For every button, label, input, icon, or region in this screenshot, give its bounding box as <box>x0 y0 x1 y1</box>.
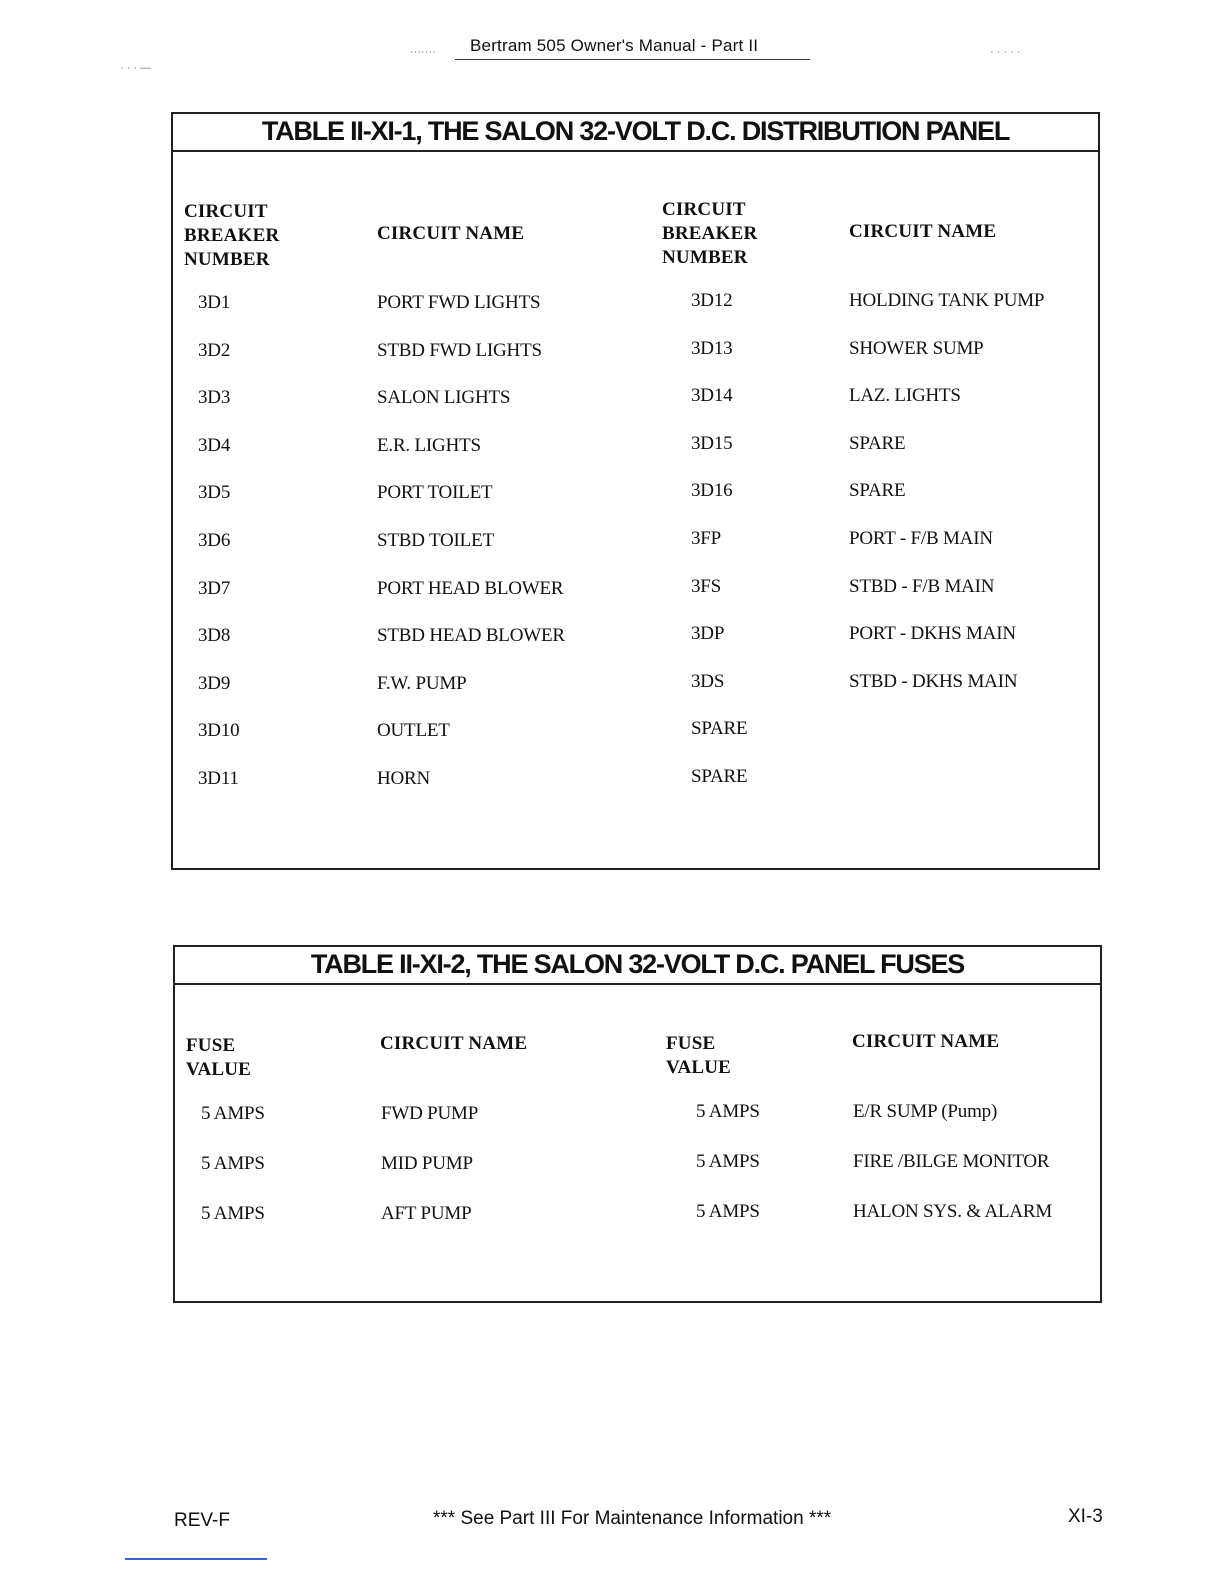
table-cell: 3FP <box>691 528 722 549</box>
table-cell: 3D6 <box>198 530 231 551</box>
table-cell: 5 AMPS <box>696 1151 760 1172</box>
scan-dots: ······· <box>410 46 436 58</box>
table-cell: 3DS <box>691 670 725 692</box>
table-cell: 3D2 <box>198 339 231 361</box>
table-cell: 3D12 <box>691 290 733 311</box>
table-cell: 3D13 <box>691 337 733 359</box>
column-header: CIRCUIT NAME <box>849 221 997 242</box>
table-cell: SALON LIGHTS <box>377 387 511 409</box>
table-cell: PORT HEAD BLOWER <box>377 577 564 599</box>
table-cell: 3D5 <box>198 482 231 504</box>
table-cell: 5 AMPS <box>696 1201 760 1222</box>
table-cell: 3D3 <box>198 387 231 409</box>
column-header: FUSE VALUE <box>186 1035 252 1080</box>
column-header: CIRCUIT NAME <box>377 223 525 244</box>
table-cell: PORT - F/B MAIN <box>849 528 993 549</box>
page-number: XI-3 <box>1068 1506 1103 1527</box>
table-cell: 3D16 <box>691 480 733 502</box>
table-cell: 3DP <box>691 623 725 645</box>
table-cell: STBD - DKHS MAIN <box>849 670 1018 692</box>
table-cell: 3FS <box>691 575 722 597</box>
table-cell: SPARE <box>849 432 906 454</box>
table-cell: SPARE <box>691 766 748 787</box>
table-cell: FWD PUMP <box>381 1103 479 1124</box>
table-cell: 3D9 <box>198 672 231 694</box>
table-cell: OUTLET <box>377 720 450 742</box>
table-cell: 3D10 <box>198 720 240 742</box>
scan-dots: · · · — <box>120 62 152 74</box>
table-cell: 5 AMPS <box>696 1101 760 1122</box>
column-header: CIRCUIT NAME <box>852 1031 1000 1052</box>
revision-label: REV-F <box>174 1510 230 1531</box>
table-cell: STBD HEAD BLOWER <box>377 625 565 647</box>
table-cell: 5 AMPS <box>201 1153 265 1174</box>
table-title: TABLE II-XI-1, THE SALON 32-VOLT D.C. DISTRIBUTION PANEL <box>173 114 1098 152</box>
table-cell: HORN <box>377 768 431 789</box>
table-cell: SPARE <box>691 718 748 740</box>
page-header: Bertram 505 Owner's Manual - Part II <box>470 36 759 55</box>
table-cell: HOLDING TANK PUMP <box>849 290 1045 311</box>
maintenance-note: *** See Part III For Maintenance Information *** <box>433 1508 832 1529</box>
table-cell: E.R. LIGHTS <box>377 434 481 456</box>
table-cell: STBD - F/B MAIN <box>849 575 995 597</box>
table-cell: E/R SUMP (Pump) <box>853 1101 998 1122</box>
table-cell: PORT TOILET <box>377 482 493 504</box>
table-cell: 3D1 <box>198 292 231 313</box>
table-cell: HALON SYS. & ALARM <box>853 1201 1053 1222</box>
table-cell: FIRE /BILGE MONITOR <box>853 1151 1050 1172</box>
table-cell: MID PUMP <box>381 1153 473 1174</box>
table-cell: PORT - DKHS MAIN <box>849 623 1016 645</box>
table-cell: 5 AMPS <box>201 1103 265 1124</box>
column-header: CIRCUIT BREAKER NUMBER <box>184 201 280 270</box>
scan-dots: · · · · · <box>990 46 1021 58</box>
blue-rule <box>125 1558 267 1560</box>
table-cell: PORT FWD LIGHTS <box>377 292 541 313</box>
column-header: CIRCUIT BREAKER NUMBER <box>662 199 758 268</box>
table-cell: LAZ. LIGHTS <box>849 385 961 407</box>
table-cell: AFT PUMP <box>381 1203 472 1224</box>
table-cell: 3D4 <box>198 434 231 456</box>
table-cell: SPARE <box>849 480 906 502</box>
table-cell: 3D8 <box>198 625 231 647</box>
distribution-panel-table <box>171 112 1100 870</box>
table-cell: SHOWER SUMP <box>849 337 984 359</box>
panel-fuses-table <box>173 945 1102 1303</box>
table-cell: STBD TOILET <box>377 530 494 551</box>
table-cell: 3D7 <box>198 577 231 599</box>
table-cell: F.W. PUMP <box>377 672 467 694</box>
table-cell: 3D14 <box>691 385 733 407</box>
table-cell: 5 AMPS <box>201 1203 265 1224</box>
column-header: CIRCUIT NAME <box>380 1033 528 1054</box>
column-header: FUSE VALUE <box>666 1033 732 1078</box>
header-underline <box>455 59 810 60</box>
table-cell: 3D11 <box>198 768 239 789</box>
table-title: TABLE II-XI-2, THE SALON 32-VOLT D.C. PANEL FUSES <box>175 947 1100 985</box>
table-cell: 3D15 <box>691 432 733 454</box>
table-cell: STBD FWD LIGHTS <box>377 339 542 361</box>
